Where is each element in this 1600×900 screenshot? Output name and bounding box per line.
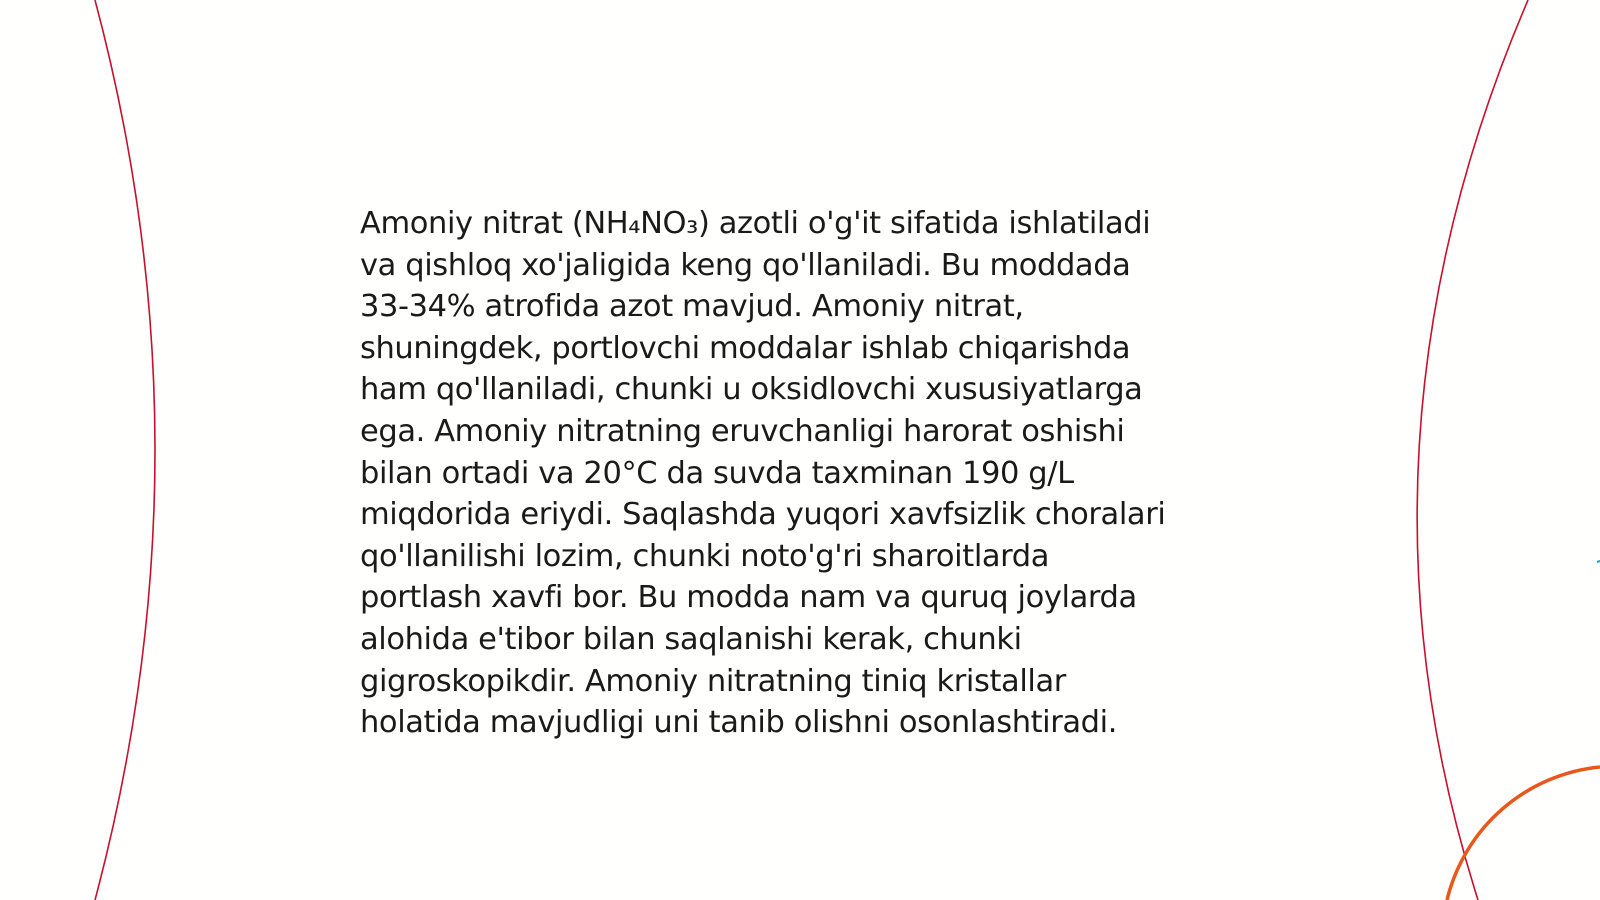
- left-decorative-curve: [95, 0, 155, 900]
- right-decorative-curve: [1417, 0, 1528, 900]
- orange-arc-decoration: [1447, 767, 1600, 900]
- body-text: Amoniy nitrat (NH₄NO₃) azotli o'g'it sifatida ishlatiladi va qishloq xo'jaligida keng qo'llaniladi. Bu moddada 33-34% atrofida azot mavjud. Amoniy nitrat, shuningdek, portlovchi moddalar ishlab chiqarishda ham qo'llaniladi, chunki u oksidlovchi xususiyatlarga ega. Amoniy nitratning eruvchanligi harorat oshishi bilan ortadi va 20°C da suvda taxminan 190 g/L miqdorida eriydi. Saqlashda yuqori xavfsizlik choralari qo'llanilishi lozim, chunki noto'g'ri sharoitlarda portlash xavfi bor. Bu modda nam va quruq joylarda alohida e'tibor bilan saqlanishi kerak, chunki gigroskopikdir. Amoniy nitratning tiniq kristallar holatida mavjudligi uni tanib olishni osonlashtiradi.: [360, 206, 1166, 741]
